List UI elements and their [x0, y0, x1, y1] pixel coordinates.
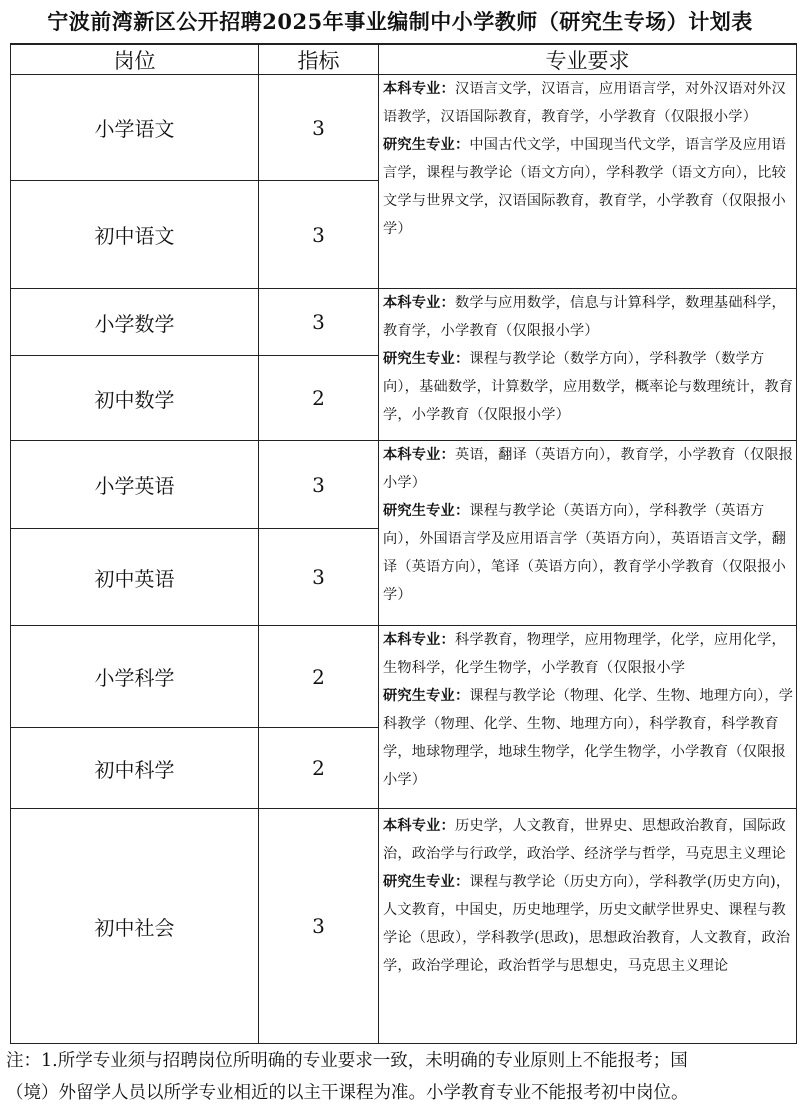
position-cell: 小学英语 [94, 474, 175, 498]
grad-majors: 课程与教学论（数学方向），学科教学（数学方向），基础数学，计算数学，应用数学，概率论与数理统计，教育学，小学教育（仅限报小学） [383, 351, 794, 423]
position-cell: 初中数学 [94, 387, 175, 412]
quota-cell: 2 [312, 664, 325, 689]
quota-cell: 3 [312, 115, 325, 140]
undergrad-label: 本科专业： [383, 81, 455, 97]
requirements-cell-science [383, 626, 797, 794]
undergrad-majors: 英语，翻译（英语方向），教育学，小学教育（仅限报小学） [383, 447, 794, 491]
undergrad-label: 本科专业： [383, 447, 455, 463]
grad-label: 研究生专业： [383, 503, 470, 519]
grad-majors: 课程与教学论（历史方向），学科教学(历史方向)，人文教育，中国史，历史地理学，历史文献学世界史、课程与教学论（思政），学科教学(思政)，思想政治教育，人文教育，政治学，政治学理论，政治哲学与思想史，马克思主义理论 [383, 874, 791, 974]
grad-label: 研究生专业： [383, 874, 470, 890]
position-cell: 初中科学 [94, 757, 175, 782]
requirements-cell-chinese [383, 75, 797, 243]
undergrad-majors: 历史学，人文教育，世界史、思想政治教育，国际政治，政治学与行政学，政治学、经济学与哲学，马克思主义理论 [383, 818, 786, 862]
quota-cell: 3 [312, 565, 325, 589]
position-cell: 初中语文 [94, 224, 175, 248]
quota-cell: 3 [312, 914, 325, 938]
grad-majors: 中国古代文学，中国现当代文学，语言学及应用语言学，课程与教学论（语文方向），学科教学（语文方向），比较文学与世界文学，汉语国际教育，教育学，小学教育（仅限报小学） [383, 137, 787, 237]
position-cell: 初中社会 [94, 915, 175, 940]
undergrad-label: 本科专业： [383, 818, 455, 834]
undergrad-majors: 汉语言文学，汉语言，应用语言学，对外汉语对外汉语教学，汉语国际教育，教育学，小学教育（仅限报小学） [383, 81, 786, 125]
page-title: 宁波前湾新区公开招聘2025年事业编制中小学教师（研究生专场）计划表 [47, 9, 753, 34]
footnote-line: （境）外留学人员以所学专业相近的以主干课程为准。小学教育专业不能报考初中岗位。 [6, 1083, 689, 1103]
position-cell: 初中英语 [94, 566, 175, 591]
quota-cell: 2 [312, 756, 325, 780]
footnote [6, 1045, 796, 1109]
undergrad-label: 本科专业： [383, 632, 455, 648]
undergrad-label: 本科专业： [383, 295, 455, 311]
footnote-line: 注：1.所学专业须与招聘岗位所明确的专业要求一致，未明确的专业原则上不能报考；国 [6, 1051, 688, 1071]
grad-label: 研究生专业： [383, 351, 470, 367]
requirements-cell-social [383, 812, 797, 980]
table-border-bottom [10, 1043, 797, 1044]
grad-label: 研究生专业： [383, 137, 470, 153]
undergrad-majors: 科学教育，物理学，应用物理学，化学，应用化学，生物科学，化学生物学，小学教育（仅限报小学 [383, 632, 786, 676]
quota-cell: 3 [312, 310, 325, 334]
column-divider [378, 43, 379, 1044]
grad-label: 研究生专业： [383, 688, 470, 704]
header-requirements: 专业要求 [545, 48, 630, 73]
header-position: 岗位 [113, 48, 156, 73]
requirements-cell-english [383, 441, 797, 609]
position-cell: 小学数学 [94, 311, 175, 336]
position-cell: 小学科学 [94, 666, 175, 690]
quota-cell: 2 [312, 386, 325, 410]
requirements-cell-math [383, 289, 797, 429]
quota-cell: 3 [312, 472, 325, 497]
quota-cell: 3 [312, 222, 325, 247]
grad-majors: 课程与教学论（物理、化学、生物、地理方向），学科教学（物理、化学、生物、地理方向），科学教育，科学教育学，地球物理学，地球生物学，化学生物学，小学教育（仅限报小学） [383, 688, 794, 788]
header-quota: 指标 [297, 48, 340, 73]
grad-majors: 课程与教学论（英语方向），学科教学（英语方向），外国语言学及应用语言学（英语方向），英语语言文学，翻译（英语方向），笔译（英语方向），教育学小学教育（仅限报小学） [383, 503, 787, 603]
position-cell: 小学语文 [94, 117, 175, 141]
undergrad-majors: 数学与应用数学，信息与计算科学，数理基础科学，教育学，小学教育（仅限报小学） [383, 295, 786, 339]
